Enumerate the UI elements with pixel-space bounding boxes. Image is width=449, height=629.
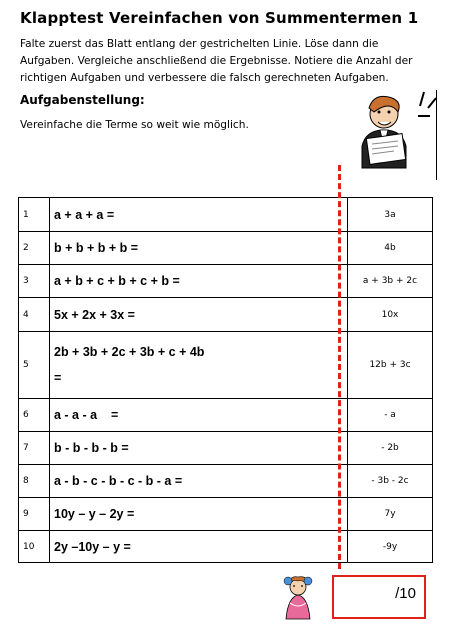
task-text: Vereinfache die Terme so weit wie möglich. — [20, 119, 249, 131]
row-expression-line1: 2b + 3b + 2c + 3b + c + 4b — [54, 345, 205, 359]
score-label: /10 — [395, 585, 416, 602]
illustration-border — [436, 90, 437, 180]
row-solution: - 2b — [348, 432, 433, 465]
row-number: 4 — [19, 298, 50, 332]
row-solution: 4b — [348, 232, 433, 265]
row-number: 1 — [19, 198, 50, 232]
table-row — [19, 498, 433, 531]
row-number: 3 — [19, 265, 50, 298]
row-expression: a - b - c - b - c - b - a = — [50, 465, 348, 498]
worksheet-title: Klapptest Vereinfachen von Summentermen 1 — [20, 9, 419, 27]
row-solution: a + 3b + 2c — [348, 265, 433, 298]
row-solution: - a — [348, 399, 433, 432]
row-solution: 7y — [348, 498, 433, 531]
intro-text: Falte zuerst das Blatt entlang der gestrichelten Linie. Löse dann die Aufgaben. Vergleiche anschließend die Ergebnisse. Notiere die Anzahl der richtigen Aufgaben und verbessere die falsch gerechneten Aufgaben. — [20, 38, 413, 84]
row-expression: a - a - a = — [50, 399, 348, 432]
table-row — [19, 531, 433, 563]
row-solution: - 3b - 2c — [348, 465, 433, 498]
row-expression-line2: = — [54, 371, 62, 385]
table-row — [19, 232, 433, 265]
row-number: 2 — [19, 232, 50, 265]
row-expression: 10y – y – 2y = — [50, 498, 348, 531]
row-expression — [50, 332, 348, 399]
row-number: 9 — [19, 498, 50, 531]
row-number: 5 — [19, 332, 50, 399]
exercise-table — [18, 197, 433, 563]
row-expression: a + a + a = — [50, 198, 348, 232]
row-solution: 3a — [348, 198, 433, 232]
row-expression: b - b - b - b = — [50, 432, 348, 465]
row-number: 10 — [19, 531, 50, 563]
row-expression: a + b + c + b + c + b = — [50, 265, 348, 298]
row-expression: b + b + b + b = — [50, 232, 348, 265]
fold-line — [338, 165, 341, 569]
row-expression: 5x + 2x + 3x = — [50, 298, 348, 332]
table-row — [19, 332, 433, 399]
task-heading: Aufgabenstellung: — [20, 93, 145, 107]
row-number: 6 — [19, 399, 50, 432]
teacher-illustration-icon — [344, 86, 440, 182]
table-row — [19, 298, 433, 332]
table-row — [19, 265, 433, 298]
table-row — [19, 465, 433, 498]
table-row — [19, 399, 433, 432]
row-expression: 2y –10y – y = — [50, 531, 348, 563]
doll-illustration-icon — [278, 573, 318, 623]
row-number: 8 — [19, 465, 50, 498]
table-row — [19, 198, 433, 232]
table-row — [19, 432, 433, 465]
row-solution: -9y — [348, 531, 433, 563]
row-solution: 10x — [348, 298, 433, 332]
row-number: 7 — [19, 432, 50, 465]
row-solution: 12b + 3c — [348, 332, 433, 399]
score-box[interactable] — [332, 575, 426, 619]
